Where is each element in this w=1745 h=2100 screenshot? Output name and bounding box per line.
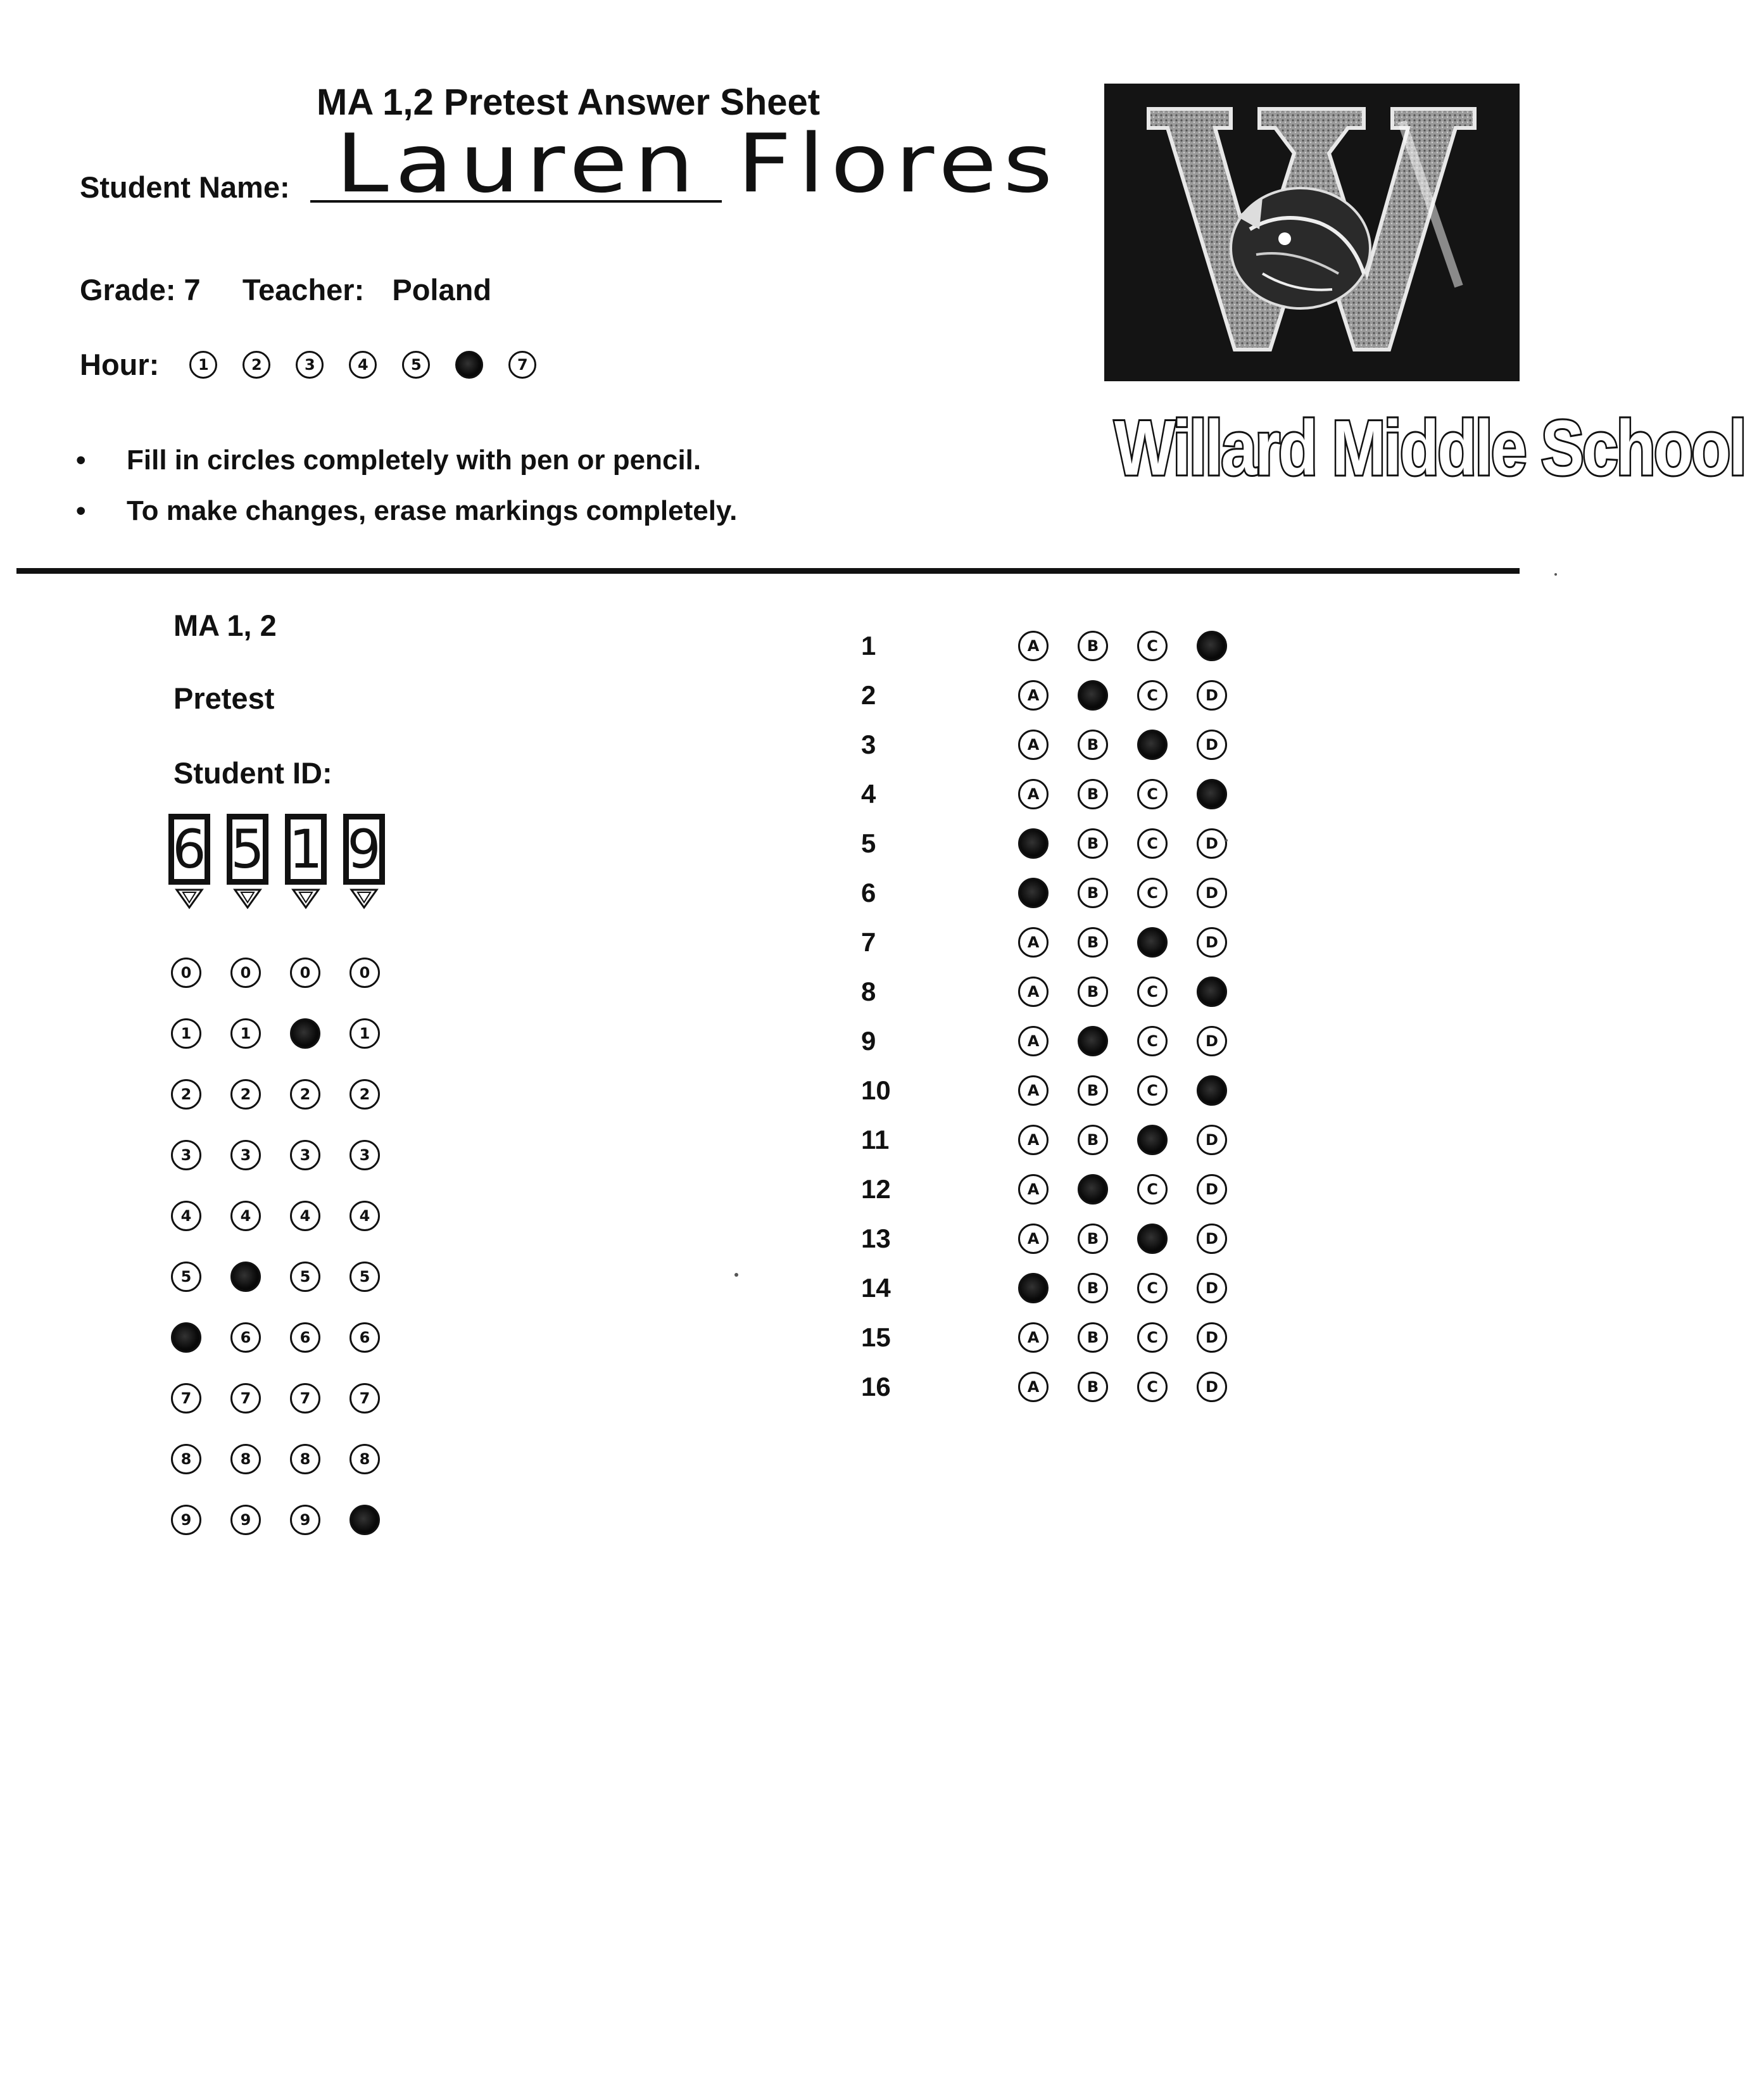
answer-bubble-b[interactable]: B <box>1078 828 1108 859</box>
answer-bubble-c[interactable]: C <box>1137 1075 1168 1106</box>
answer-bubbles <box>1018 1075 1227 1106</box>
question-number: 13 <box>861 1224 891 1253</box>
hour-label: Hour: <box>80 348 160 381</box>
question-number: 12 <box>861 1174 891 1204</box>
down-arrow-icon <box>349 887 379 910</box>
answer-bubble-b[interactable]: B <box>1078 779 1108 809</box>
question-number: 4 <box>861 779 876 809</box>
down-arrow-icon <box>291 887 321 910</box>
answer-row <box>861 878 1227 908</box>
answer-bubble-d[interactable]: D <box>1197 1224 1227 1254</box>
student-name-field[interactable]: Lauren Flores <box>336 117 1059 211</box>
answer-bubble-d[interactable]: D <box>1197 680 1227 711</box>
student-id-bubble-9[interactable]: 9 <box>230 1505 261 1535</box>
answer-bubble-d[interactable]: D <box>1197 927 1227 958</box>
answer-bubble-d[interactable]: D <box>1197 1026 1227 1056</box>
student-id-bubble-2[interactable]: 2 <box>350 1079 380 1110</box>
bullet-icon: • <box>76 445 86 476</box>
answer-row <box>861 1273 1227 1303</box>
student-id-digit-box[interactable]: 5 <box>227 814 268 885</box>
student-id-bubble-6[interactable]: 6 <box>290 1322 320 1353</box>
answer-bubble-a[interactable] <box>1018 878 1049 908</box>
instruction-item: • To make changes, erase markings completely. <box>76 495 738 526</box>
student-id-bubble-3[interactable]: 3 <box>290 1140 320 1170</box>
scan-speck <box>1225 839 1228 842</box>
question-number: 9 <box>861 1026 876 1056</box>
question-number: 7 <box>861 927 876 957</box>
answer-row <box>861 1174 1227 1205</box>
student-id-label: Student ID: <box>173 756 332 790</box>
answer-bubble-a[interactable] <box>1018 1273 1049 1303</box>
question-number: 6 <box>861 878 876 908</box>
answer-bubble-c[interactable]: C <box>1137 977 1168 1007</box>
answer-bubble-d[interactable] <box>1197 977 1227 1007</box>
answer-bubble-a[interactable]: A <box>1018 927 1049 958</box>
student-id-bubble-8[interactable]: 8 <box>230 1444 261 1474</box>
answer-row <box>861 1125 1227 1155</box>
student-id-boxes <box>167 814 386 910</box>
answer-bubble-c[interactable]: C <box>1137 1174 1168 1205</box>
answer-bubble-c[interactable]: C <box>1137 631 1168 661</box>
answer-bubbles <box>1018 730 1227 760</box>
student-id-bubble-2[interactable]: 2 <box>290 1079 320 1110</box>
scan-speck <box>734 1273 738 1277</box>
student-id-bubble-5[interactable]: 5 <box>350 1262 380 1292</box>
answer-bubbles <box>1018 1224 1227 1254</box>
answer-bubbles <box>1018 828 1227 859</box>
answer-bubbles <box>1018 1372 1227 1402</box>
answer-bubble-c[interactable]: C <box>1137 1273 1168 1303</box>
answer-bubble-c[interactable] <box>1137 1224 1168 1254</box>
answer-row <box>861 1224 1227 1254</box>
answer-bubble-c[interactable] <box>1137 1125 1168 1155</box>
answer-bubbles <box>1018 1125 1227 1155</box>
student-id-bubble-row <box>171 958 380 988</box>
hour-bubble-6[interactable] <box>455 351 483 379</box>
answer-bubble-b[interactable]: B <box>1078 927 1108 958</box>
student-id-bubble-3[interactable]: 3 <box>230 1140 261 1170</box>
answer-bubbles <box>1018 977 1227 1007</box>
student-id-bubble-0[interactable]: 0 <box>350 958 380 988</box>
answer-bubble-c[interactable]: C <box>1137 779 1168 809</box>
student-id-bubble-1[interactable]: 1 <box>350 1018 380 1049</box>
answer-row <box>861 680 1227 711</box>
answer-bubbles <box>1018 631 1227 661</box>
answer-bubble-d[interactable] <box>1197 631 1227 661</box>
question-number: 10 <box>861 1075 891 1105</box>
question-number: 16 <box>861 1372 891 1401</box>
student-id-bubble-4[interactable]: 4 <box>171 1201 201 1231</box>
student-id-bubble-5[interactable]: 5 <box>290 1262 320 1292</box>
hour-bubble-3[interactable]: 3 <box>296 351 324 379</box>
student-id-bubble-0[interactable]: 0 <box>171 958 201 988</box>
wildcat-w-icon <box>1104 84 1520 381</box>
answer-bubbles <box>1018 680 1227 711</box>
answer-row <box>861 1322 1227 1353</box>
school-logo <box>1104 84 1520 381</box>
answer-bubbles <box>1018 1174 1227 1205</box>
answer-bubble-d[interactable]: D <box>1197 1372 1227 1402</box>
student-id-bubble-row <box>171 1140 380 1170</box>
student-id-bubble-4[interactable]: 4 <box>290 1201 320 1231</box>
answer-bubble-b[interactable]: B <box>1078 1125 1108 1155</box>
teacher-label: Teacher: <box>242 273 365 307</box>
answer-bubble-b[interactable]: B <box>1078 1372 1108 1402</box>
question-number: 3 <box>861 730 876 759</box>
student-id-bubble-8[interactable]: 8 <box>290 1444 320 1474</box>
answer-bubble-a[interactable]: A <box>1018 1224 1049 1254</box>
answer-row <box>861 1372 1227 1402</box>
student-id-bubble-5[interactable] <box>230 1262 261 1292</box>
student-id-column <box>284 814 328 910</box>
answer-bubble-a[interactable]: A <box>1018 1174 1049 1205</box>
student-id-bubble-4[interactable]: 4 <box>230 1201 261 1231</box>
answer-row <box>861 779 1227 809</box>
answer-bubble-d[interactable]: D <box>1197 1322 1227 1353</box>
student-id-bubble-row <box>171 1322 380 1353</box>
answer-bubble-c[interactable] <box>1137 730 1168 760</box>
answer-bubble-a[interactable]: A <box>1018 779 1049 809</box>
student-id-bubble-8[interactable]: 8 <box>171 1444 201 1474</box>
answer-bubble-b[interactable]: B <box>1078 631 1108 661</box>
test-type-label: Pretest <box>173 681 275 715</box>
answer-bubbles <box>1018 1322 1227 1353</box>
answer-bubble-c[interactable]: C <box>1137 1026 1168 1056</box>
answer-bubble-a[interactable]: A <box>1018 977 1049 1007</box>
student-id-bubble-1[interactable] <box>290 1018 320 1049</box>
student-id-digit-box[interactable]: 6 <box>168 814 210 885</box>
student-id-bubble-6[interactable]: 6 <box>350 1322 380 1353</box>
scan-speck <box>1554 573 1557 576</box>
answer-bubbles <box>1018 927 1227 958</box>
answer-bubble-b[interactable] <box>1078 1026 1108 1056</box>
answer-bubble-a[interactable]: A <box>1018 1125 1049 1155</box>
answer-bubble-b[interactable] <box>1078 680 1108 711</box>
hour-bubble-4[interactable]: 4 <box>349 351 377 379</box>
student-id-bubble-7[interactable]: 7 <box>230 1383 261 1414</box>
student-id-bubble-grid <box>171 958 380 1566</box>
answer-row <box>861 631 1227 661</box>
answer-bubble-d[interactable]: D <box>1197 878 1227 908</box>
grade-teacher-row <box>80 272 491 307</box>
student-id-bubble-row <box>171 1079 380 1110</box>
answer-bubble-a[interactable]: A <box>1018 1372 1049 1402</box>
student-id-bubble-0[interactable]: 0 <box>290 958 320 988</box>
answer-bubble-a[interactable]: A <box>1018 1026 1049 1056</box>
teacher-value: Poland <box>392 273 492 307</box>
instruction-item: • Fill in circles completely with pen or pencil. <box>76 445 702 476</box>
answer-bubbles <box>1018 1273 1227 1303</box>
answer-bubble-c[interactable]: C <box>1137 1372 1168 1402</box>
student-id-bubble-row <box>171 1444 380 1474</box>
student-id-digit-box[interactable]: 9 <box>343 814 385 885</box>
question-number: 11 <box>861 1125 890 1154</box>
answer-bubbles <box>1018 1026 1227 1056</box>
page-title: MA 1,2 Pretest Answer Sheet <box>317 82 821 123</box>
answer-bubble-b[interactable] <box>1078 1174 1108 1205</box>
hour-row <box>80 347 536 382</box>
grade-label: Grade: 7 <box>80 273 201 307</box>
answer-bubble-a[interactable]: A <box>1018 730 1049 760</box>
question-number: 2 <box>861 680 876 710</box>
answer-bubble-c[interactable] <box>1137 927 1168 958</box>
answer-bubbles <box>1018 779 1227 809</box>
section-divider <box>16 568 1520 574</box>
student-id-bubble-row <box>171 1018 380 1049</box>
hour-bubble-7[interactable]: 7 <box>508 351 536 379</box>
student-id-bubble-1[interactable]: 1 <box>171 1018 201 1049</box>
answer-bubble-d[interactable] <box>1197 1075 1227 1106</box>
hour-bubble-1[interactable]: 1 <box>189 351 217 379</box>
down-arrow-icon <box>232 887 263 910</box>
student-id-bubble-9[interactable]: 9 <box>290 1505 320 1535</box>
student-id-bubble-9[interactable] <box>350 1505 380 1535</box>
answer-bubble-c[interactable]: C <box>1137 680 1168 711</box>
answer-bubble-a[interactable]: A <box>1018 1075 1049 1106</box>
answer-bubble-b[interactable]: B <box>1078 730 1108 760</box>
student-id-bubble-7[interactable]: 7 <box>350 1383 380 1414</box>
answer-bubble-d[interactable]: D <box>1197 730 1227 760</box>
question-number: 8 <box>861 977 876 1006</box>
answer-row <box>861 1075 1227 1106</box>
student-id-column <box>342 814 386 910</box>
answer-bubble-c[interactable]: C <box>1137 1322 1168 1353</box>
student-id-bubble-2[interactable]: 2 <box>230 1079 261 1110</box>
answer-bubble-c[interactable]: C <box>1137 878 1168 908</box>
answer-bubbles <box>1018 878 1227 908</box>
student-id-column <box>167 814 211 910</box>
answer-bubble-a[interactable] <box>1018 828 1049 859</box>
question-number: 15 <box>861 1322 891 1352</box>
question-number: 5 <box>861 828 876 858</box>
down-arrow-icon <box>174 887 205 910</box>
student-id-bubble-8[interactable]: 8 <box>350 1444 380 1474</box>
student-id-bubble-3[interactable]: 3 <box>350 1140 380 1170</box>
answer-bubble-a[interactable]: A <box>1018 680 1049 711</box>
answer-row <box>861 977 1227 1007</box>
answer-bubble-b[interactable]: B <box>1078 1224 1108 1254</box>
student-id-bubble-6[interactable] <box>171 1322 201 1353</box>
answer-row <box>861 828 1227 859</box>
hour-bubble-2[interactable]: 2 <box>243 351 270 379</box>
question-number: 1 <box>861 631 876 661</box>
answer-bubble-d[interactable]: D <box>1197 1174 1227 1205</box>
student-id-bubble-1[interactable]: 1 <box>230 1018 261 1049</box>
student-id-bubble-4[interactable]: 4 <box>350 1201 380 1231</box>
student-id-bubble-9[interactable]: 9 <box>171 1505 201 1535</box>
answer-bubble-a[interactable]: A <box>1018 1322 1049 1353</box>
student-id-digit-box[interactable]: 1 <box>285 814 327 885</box>
answer-bubble-b[interactable]: B <box>1078 878 1108 908</box>
answer-bubble-d[interactable]: D <box>1197 1125 1227 1155</box>
hour-bubbles <box>189 351 536 379</box>
student-name-label: Student Name: <box>80 170 290 204</box>
instructions-list <box>76 445 737 546</box>
answer-bubble-b[interactable]: B <box>1078 1322 1108 1353</box>
answer-bubble-c[interactable]: C <box>1137 828 1168 859</box>
answer-row <box>861 1026 1227 1056</box>
answer-bubble-b[interactable]: B <box>1078 977 1108 1007</box>
student-id-bubble-7[interactable]: 7 <box>290 1383 320 1414</box>
student-id-bubble-6[interactable]: 6 <box>230 1322 261 1353</box>
answer-bubble-d[interactable]: D <box>1197 828 1227 859</box>
student-id-bubble-row <box>171 1262 380 1292</box>
answer-bubble-d[interactable]: D <box>1197 1273 1227 1303</box>
answer-bubble-a[interactable]: A <box>1018 631 1049 661</box>
student-id-bubble-0[interactable]: 0 <box>230 958 261 988</box>
bullet-icon: • <box>76 495 86 526</box>
answer-bubble-d[interactable] <box>1197 779 1227 809</box>
student-id-bubble-3[interactable]: 3 <box>171 1140 201 1170</box>
answer-row <box>861 927 1227 958</box>
answer-grid <box>861 631 1227 1421</box>
hour-bubble-5[interactable]: 5 <box>402 351 430 379</box>
student-id-bubble-7[interactable]: 7 <box>171 1383 201 1414</box>
question-number: 14 <box>861 1273 891 1303</box>
student-id-bubble-5[interactable]: 5 <box>171 1262 201 1292</box>
answer-row <box>861 730 1227 760</box>
student-id-bubble-row <box>171 1201 380 1231</box>
student-id-bubble-row <box>171 1383 380 1414</box>
school-name-logotype: Willard Middle School <box>1114 405 1745 491</box>
student-id-bubble-2[interactable]: 2 <box>171 1079 201 1110</box>
course-label: MA 1, 2 <box>173 609 277 642</box>
student-id-bubble-row <box>171 1505 380 1535</box>
answer-bubble-b[interactable]: B <box>1078 1273 1108 1303</box>
answer-bubble-b[interactable]: B <box>1078 1075 1108 1106</box>
student-id-column <box>225 814 270 910</box>
